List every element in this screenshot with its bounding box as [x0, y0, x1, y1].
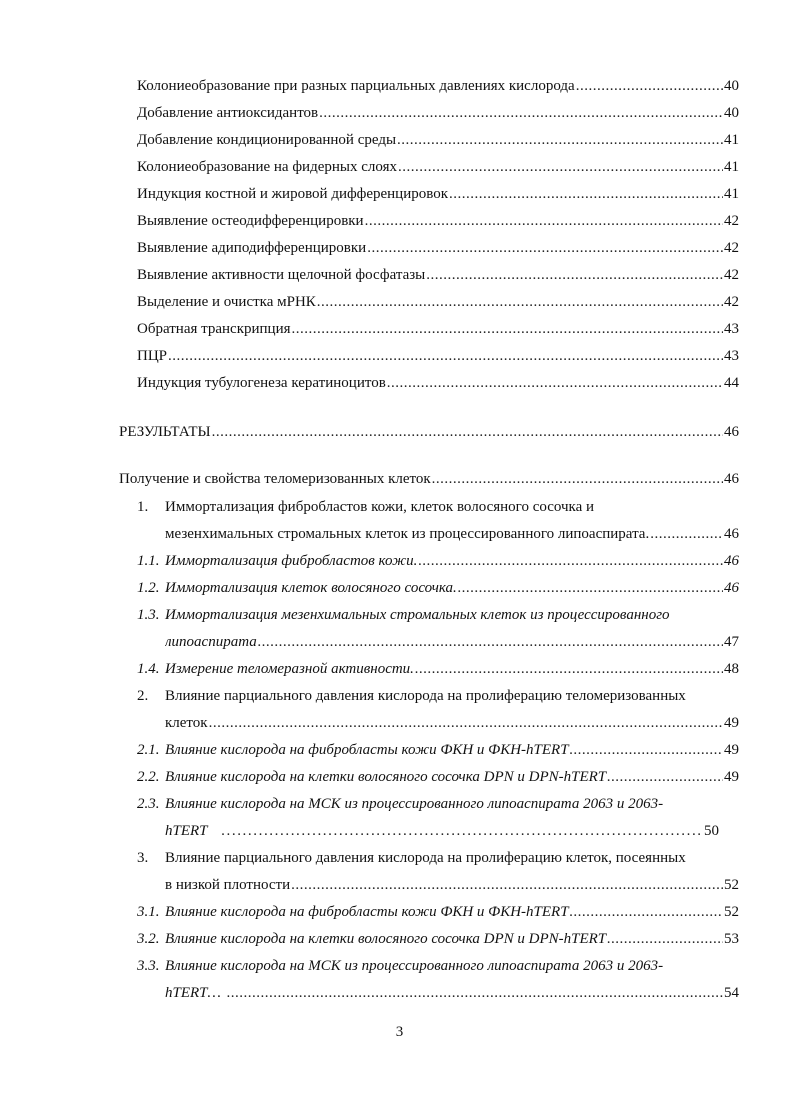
- dot-leader: [209, 712, 723, 734]
- toc-entry-page: 48: [724, 661, 739, 677]
- toc-entry: [137, 183, 739, 205]
- toc-item-number: 2.: [137, 688, 149, 704]
- dot-leader: [458, 577, 723, 599]
- dot-leader: [168, 345, 723, 367]
- toc-item-text: Влияние кислорода на МСК из процессированного липоаспирата 2063 и 2063-: [165, 796, 664, 812]
- toc-item-1-3-line1: [137, 604, 739, 626]
- toc-entry-page: 50: [704, 823, 719, 839]
- toc-entry-text: Добавление кондиционированной среды: [137, 132, 397, 148]
- toc-item-3-2: [137, 928, 739, 950]
- toc-item-number: 3.2.: [137, 931, 160, 947]
- toc-item-3-line2: [165, 874, 739, 896]
- toc-entry: [137, 156, 739, 178]
- toc-entry-text: Выявление адиподифференцировки: [137, 240, 367, 256]
- toc-item-text: в низкой плотности: [165, 877, 291, 893]
- toc-item-text: клеток: [165, 715, 208, 731]
- toc-section-title: Получение и свойства теломеризованных клеток: [119, 471, 431, 487]
- toc-entry-page: 49: [724, 742, 739, 758]
- toc-item-2-3-line1: [137, 793, 739, 815]
- toc-entry-page: 41: [724, 159, 739, 175]
- toc-item-number: 2.1.: [137, 742, 160, 758]
- dot-leader: [570, 901, 723, 923]
- toc-item-text: Иммортализация мезенхимальных стромальных клеток из процессированного: [165, 607, 670, 623]
- toc-item-2-line2: [165, 712, 739, 734]
- toc-item-1-4: [137, 658, 739, 680]
- toc-entry: [137, 264, 739, 286]
- dot-leader: [387, 372, 723, 394]
- toc-entry-text: Обратная транскрипция: [137, 321, 291, 337]
- toc-entry-page: 44: [724, 375, 739, 391]
- dot-leader: [426, 264, 723, 286]
- toc-entry: [137, 210, 739, 232]
- toc-item-text: hTERT…: [165, 985, 221, 1001]
- toc-entry-page: 40: [724, 105, 739, 121]
- dot-leader: [398, 156, 723, 178]
- toc-entry: [137, 291, 739, 313]
- toc-item-number: 1.4.: [137, 661, 160, 677]
- toc-item-2-3-line2: [165, 820, 719, 842]
- page-number: 3: [395, 1024, 404, 1040]
- dot-leader: [449, 183, 723, 205]
- toc-entry-page: 42: [724, 294, 739, 310]
- dot-leader: [291, 874, 723, 896]
- toc-entry-page: 49: [724, 769, 739, 785]
- toc-entry-page: 54: [724, 985, 739, 1001]
- toc-entry-page: 42: [724, 267, 739, 283]
- toc-entry-text: Выявление остеодифференцировки: [137, 213, 364, 229]
- toc-item-3-1: [137, 901, 739, 923]
- toc-chapter-title: РЕЗУЛЬТАТЫ: [119, 424, 211, 440]
- dot-leader: [212, 421, 723, 443]
- toc-item-text: Влияние кислорода на клетки волосяного сосочка DPN и DPN-hTERT: [165, 931, 607, 947]
- toc-item-number: 1.3.: [137, 607, 160, 623]
- toc-item-text: Иммортализация фибробластов кожи, клеток волосяного сосочка и: [165, 499, 595, 515]
- toc-entry-text: Выделение и очистка мРНК: [137, 294, 316, 310]
- toc-item-number: 3.3.: [137, 958, 160, 974]
- toc-item-1-2: [137, 577, 739, 599]
- toc-item-1-line1: [137, 496, 739, 518]
- dot-leader: [258, 631, 723, 653]
- toc-item-number: 2.2.: [137, 769, 160, 785]
- toc-entry-page: 41: [724, 132, 739, 148]
- toc-item-number: 1.2.: [137, 580, 160, 596]
- toc-item-text: Влияние парциального давления кислорода на пролиферацию клеток, посеянных: [165, 850, 686, 866]
- toc-item-text: Влияние парциального давления кислорода на пролиферацию теломеризованных: [165, 688, 686, 704]
- dot-leader: [418, 550, 723, 572]
- dot-leader: [650, 523, 723, 545]
- toc-item-2-2: [137, 766, 739, 788]
- dot-leader: [576, 75, 723, 97]
- toc-item-text: мезенхимальных стромальных клеток из процессированного липоаспирата.: [165, 526, 650, 542]
- toc-entry-text: Колониеобразование при разных парциальных давлениях кислорода: [137, 78, 575, 94]
- toc-item-2-line1: [137, 685, 739, 707]
- toc-item-number: 1.1.: [137, 553, 160, 569]
- dot-leader: [367, 237, 723, 259]
- toc-item-number: 2.3.: [137, 796, 160, 812]
- toc-entry-page: 46: [724, 424, 739, 440]
- toc-entry: [137, 102, 739, 124]
- toc-item-text: Влияние кислорода на фибробласты кожи ФКН и ФКН-hTERT: [165, 904, 569, 920]
- toc-item-text: Влияние кислорода на клетки волосяного сосочка DPN и DPN-hTERT: [165, 769, 607, 785]
- toc-entry-page: 40: [724, 78, 739, 94]
- toc-item-text: Влияние кислорода на МСК из процессированного липоаспирата 2063 и 2063-: [165, 958, 664, 974]
- toc-item-text: Влияние кислорода на фибробласты кожи ФКН и ФКН-hTERT: [165, 742, 569, 758]
- toc-entry-text: Добавление антиоксидантов: [137, 105, 319, 121]
- dot-leader: [292, 318, 723, 340]
- dot-leader: [607, 928, 723, 950]
- toc-item-text: Иммортализация клеток волосяного сосочка.: [165, 580, 457, 596]
- toc-chapter-results: [119, 421, 739, 443]
- dot-leader: [319, 102, 723, 124]
- toc-section: [119, 468, 739, 490]
- toc-entry-page: 42: [724, 240, 739, 256]
- toc-entry-page: 41: [724, 186, 739, 202]
- toc-item-text: hTERT: [165, 823, 208, 839]
- dot-leader: [397, 129, 723, 151]
- toc-item-3-line1: [137, 847, 739, 869]
- dot-leader: [317, 291, 723, 313]
- toc-item-1-3-line2: [165, 631, 739, 653]
- dot-leader: [227, 982, 723, 1004]
- toc-item-text: Измерение теломеразной активности.: [165, 661, 414, 677]
- toc-entry-page: 53: [724, 931, 739, 947]
- dot-leader: [432, 468, 723, 490]
- dot-leader: [365, 210, 723, 232]
- toc-entry-page: 43: [724, 321, 739, 337]
- toc-entry-text: ПЦР: [137, 348, 168, 364]
- toc-entry-page: 52: [724, 877, 739, 893]
- toc-item-number: 3.: [137, 850, 149, 866]
- toc-entry-page: 46: [724, 526, 739, 542]
- toc-entry: [137, 237, 739, 259]
- toc-entry-text: Индукция тубулогенеза кератиноцитов: [137, 375, 386, 391]
- toc-entry-page: 46: [724, 471, 739, 487]
- toc-entry: [137, 75, 739, 97]
- toc-item-2-1: [137, 739, 739, 761]
- toc-entry-page: 47: [724, 634, 739, 650]
- toc-item-number: 1.: [137, 499, 149, 515]
- dot-leader: [607, 766, 723, 788]
- toc-item-text: липоаспирата: [165, 634, 257, 650]
- toc-entry: [137, 129, 739, 151]
- toc-entry-page: 46: [724, 553, 739, 569]
- toc-entry: [137, 345, 739, 367]
- dot-leader: [570, 739, 723, 761]
- toc-item-3-3-line1: [137, 955, 739, 977]
- toc-item-3-3-line2: [165, 982, 739, 1004]
- dot-leader: [415, 658, 723, 680]
- toc-entry: [137, 318, 739, 340]
- toc-entry-page: 52: [724, 904, 739, 920]
- toc-entry-page: 43: [724, 348, 739, 364]
- toc-entry-page: 49: [724, 715, 739, 731]
- dot-leader: [222, 820, 703, 842]
- toc-item-1-1: [137, 550, 739, 572]
- toc-item-number: 3.1.: [137, 904, 160, 920]
- toc-entry-page: 42: [724, 213, 739, 229]
- toc-entry-text: Колониеобразование на фидерных слоях: [137, 159, 397, 175]
- toc-item-text: Иммортализация фибробластов кожи.: [165, 553, 418, 569]
- toc-entry-text: Индукция костной и жировой дифференцировок: [137, 186, 449, 202]
- toc-entry: [137, 372, 739, 394]
- toc-entry-text: Выявление активности щелочной фосфатазы: [137, 267, 426, 283]
- toc-item-1-line2: [165, 523, 739, 545]
- toc-entry-page: 46: [724, 580, 739, 596]
